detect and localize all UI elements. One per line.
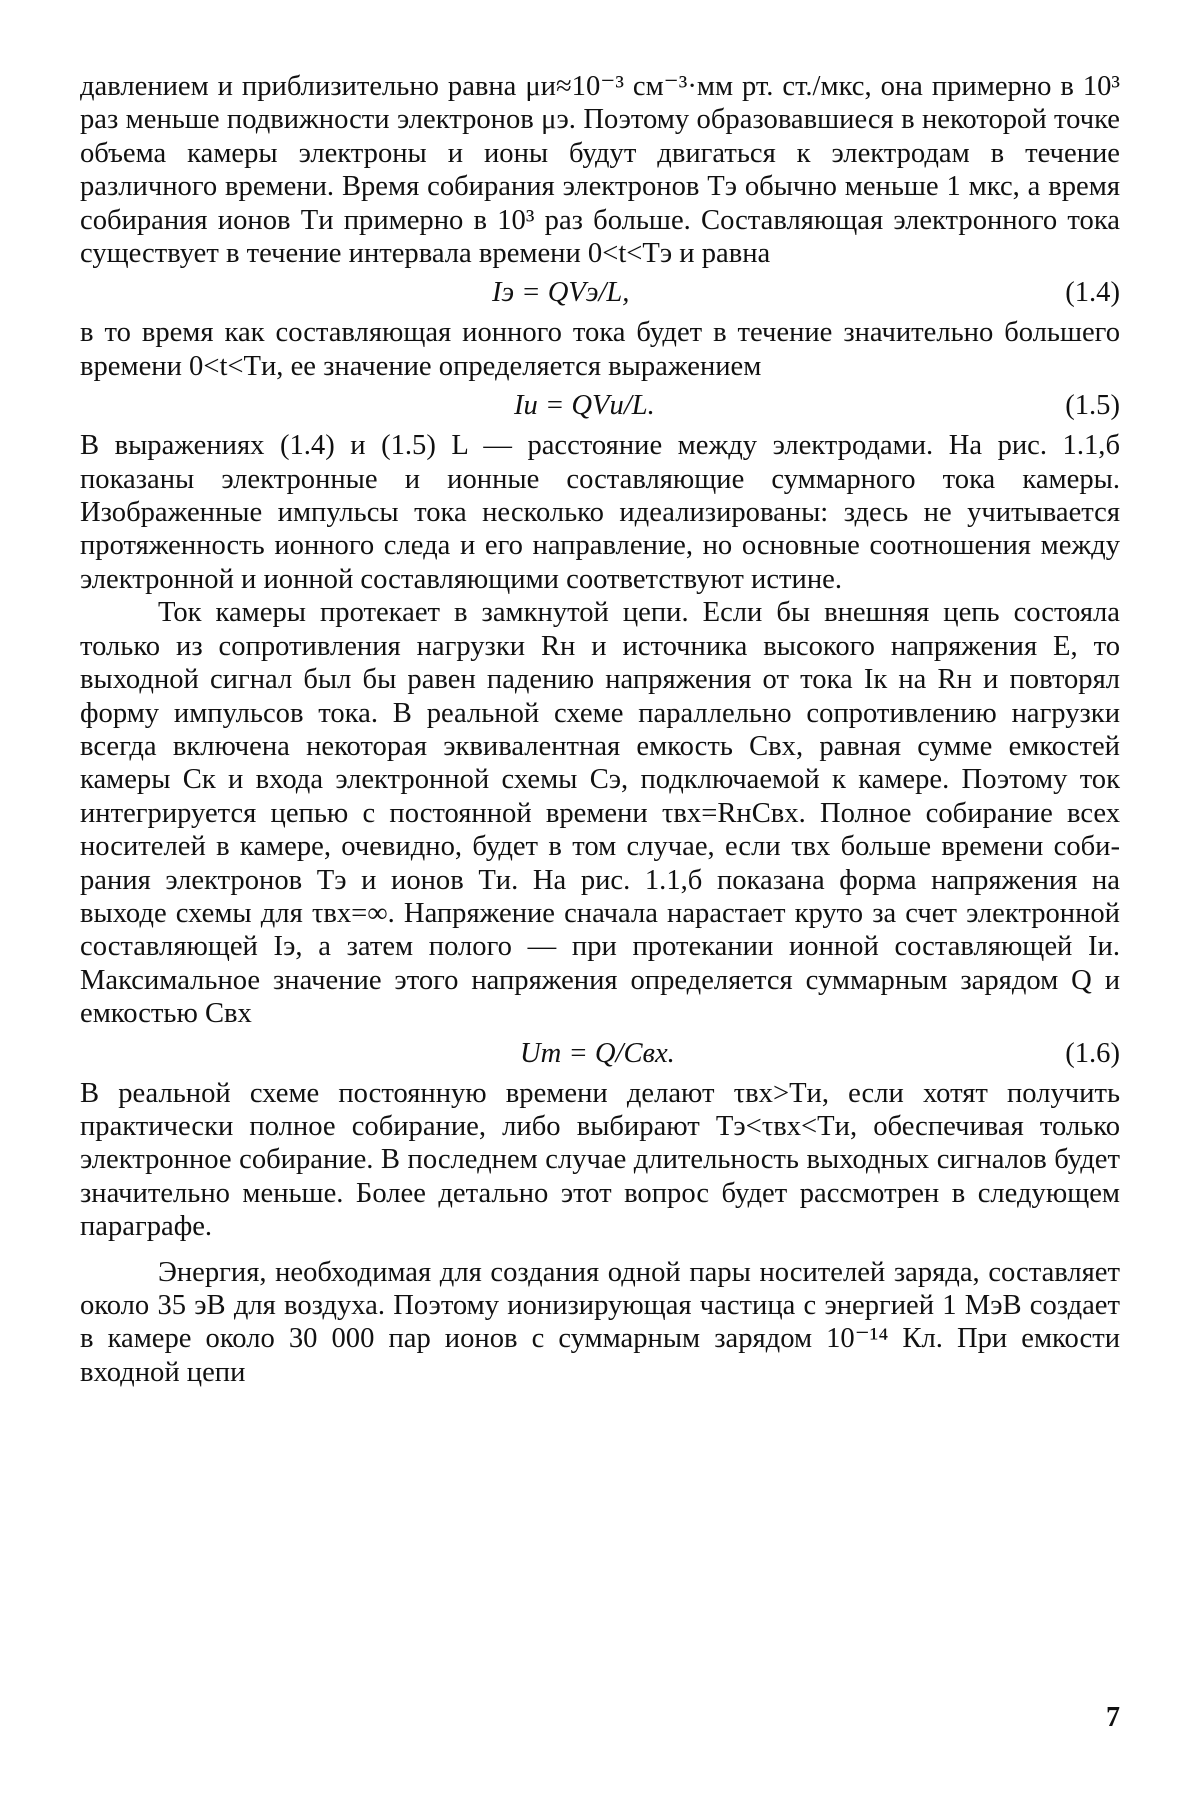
paragraph-3: В выражениях (1.4) и (1.5) L — расстояние между электродами. На рис. 1.1,б показаны электронные и ионные составляющие суммарного тока камеры. Изображенные импульсы тока несколько идеализированы: здесь не учитывается протяженность ионного следа и его направление, но основные соотношения между электронной и ионной составляющими соответствуют истине. xyxy=(80,430,1120,595)
paragraph-1: давлением и приблизительно равна μи≈10⁻³ см⁻³·мм рт. ст./мкс, она примерно в 10³ раз меньше подвижности электронов μэ. Поэтому образовавшиеся в некоторой точке объема камеры электроны и ионы будут двигаться к электродам в течение различного времени. Время собирания электронов Tэ обычно меньше 1 мкс, а время собирания ионов Tи примерно в 10³ раз больше. Составляющая электронного тока существует в течение интервала времени 0<t<Tэ и равна xyxy=(80,71,1120,270)
paragraph-2: в то время как составляющая ионного тока будет в течение значительно большего времени 0<t<Tи, ее значение определяется выражением xyxy=(80,317,1120,382)
formula-1-4-number: (1.4) xyxy=(1065,277,1120,309)
paragraph-5: В реальной схеме постоянную времени делают τвх>Tи, если хотят получить практически полное собирание, либо выбирают Tэ<τвх<Tи, обеспечивая только электронное собирание. В последнем случае длительность выходных сигналов будет значительно меньше. Более детально этот вопрос будет рассмотрен в следующем параграфе. xyxy=(80,1077,1120,1243)
formula-1-6-expression: Um = Q/Cвх. xyxy=(520,1037,675,1069)
formula-1-5-expression: Iи = QVи/L. xyxy=(514,390,655,422)
formula-1-5-number: (1.5) xyxy=(1065,390,1120,422)
paragraph-4: Ток камеры протекает в замкнутой цепи. Если бы внешняя цепь состояла только из сопротивления нагрузки Rн и источника высокого напряжения E, то выходной сигнал был бы равен падению напряжения от тока Iк на Rн и повторял форму импульсов тока. В реальной схеме параллельно сопротивлению нагрузки всегда включена некоторая эквивалентная емкость Cвх, равная сумме емкостей камеры Cк и входа электронной схемы Cэ, подключаемой к камере. Поэтому ток интегрируется цепью с постоянной времени τвх=RнCвх. Полное собирание всех носителей в камере, очевидно, будет в том случае, если τвх больше времени собирания электронов Tэ и ионов Tи. На рис. 1.1,б показана форма напряжения на выходе схемы для τвх=∞. Напряжение сначала нарастает круто за счет электронной составляющей Iэ, а затем полого — при протекании ионной составляющей Iи. Максимальное значение этого напряжения определяется суммарным зарядом Q и емкостью Cвх xyxy=(80,597,1120,1030)
page-number: 7 xyxy=(1106,1702,1120,1733)
formula-1-4 xyxy=(80,270,1120,316)
formula-1-6-number: (1.6) xyxy=(1065,1037,1120,1069)
paragraph-6: Энергия, необходимая для создания одной пары носителей заряда, составляет около 35 эВ для воздуха. Поэтому ионизирующая частица с энергией 1 МэВ создает в камере около 30 000 пар ионов с суммарным зарядом 10⁻¹⁴ Кл. При емкости входной цепи xyxy=(80,1256,1120,1388)
formula-1-6 xyxy=(80,1031,1120,1077)
formula-1-4-expression: Iэ = QVэ/L, xyxy=(492,277,630,309)
formula-1-5 xyxy=(80,383,1120,429)
